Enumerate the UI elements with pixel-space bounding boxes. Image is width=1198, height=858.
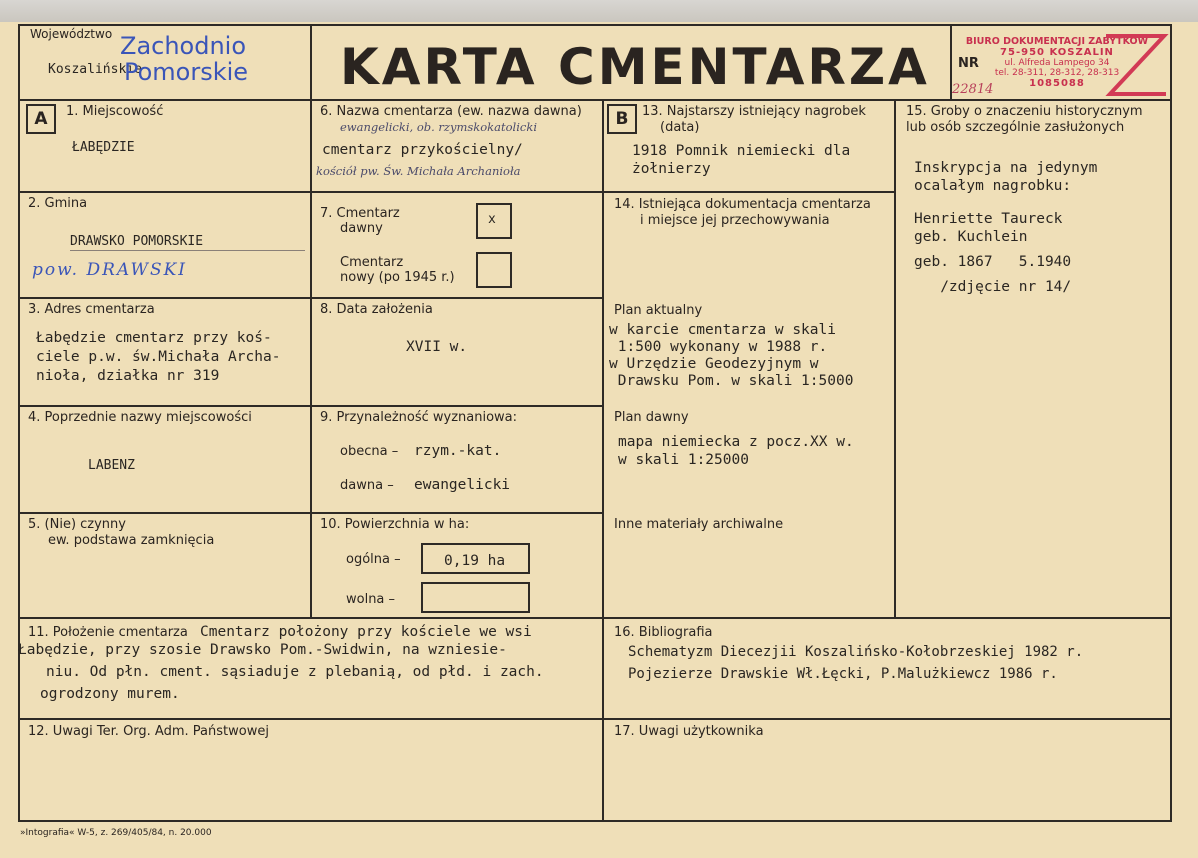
f15-line-7: /zdjęcie nr 14/ [914,279,1072,295]
f13-label-2: (data) [660,120,700,135]
vline-col-3 [894,99,896,619]
f14-plan-aktualny-line-1: w karcie cmentarza w skali [609,322,836,338]
f14-plan-dawny-line-2: w skali 1:25000 [618,452,749,468]
f7-nowy-checkbox[interactable] [476,252,512,288]
hline-row-1b [602,191,896,193]
f7-dawny-mark: x [488,212,496,227]
f12-label: 12. Uwagi Ter. Org. Adm. Państwowej [28,724,269,739]
f7-nowy-label-2: nowy (po 1945 r.) [340,270,455,285]
f11-line-3: niu. Od płn. cment. sąsiaduje z plebanią, od płd. i zach. [46,664,544,680]
f10-ogolna-value: 0,19 ha [444,553,506,569]
border-top [18,24,1172,26]
f6-label: 6. Nazwa cmentarza (ew. nazwa dawna) [320,104,582,119]
f13-label-1: 13. Najstarszy istniejący nagrobek [642,104,866,119]
f14-inne-label: Inne materiały archiwalne [614,517,784,532]
f15-line-6: geb. 1867 5.1940 [914,254,1072,270]
hline-row-2 [18,297,604,299]
f8-label: 8. Data założenia [320,302,433,317]
f3-label: 3. Adres cmentarza [28,302,155,317]
f14-plan-aktualny-label: Plan aktualny [614,303,703,318]
hline-row-1 [18,191,604,193]
stamp-line-3: ul. Alfreda Lampego 34 [1004,58,1110,68]
f9-label: 9. Przynależność wyznaniowa: [320,410,518,425]
vline-col-1 [310,99,312,619]
f9-obecna-label: obecna – [340,444,399,459]
f3-line-3: nioła, działka nr 319 [36,368,220,384]
f8-value: XVII w. [406,339,468,355]
f15-line-4: Henriette Taureck [914,211,1063,227]
f4-label: 4. Poprzednie nazwy miejscowości [28,410,252,425]
f5-sublabel: ew. podstawa zamknięcia [48,533,215,548]
f9-dawna-label: dawna – [340,478,394,493]
f14-plan-dawny-line-1: mapa niemiecka z pocz.XX w. [618,434,854,450]
f2-value: DRAWSKO POMORSKIE [70,234,204,249]
f11-line-2: Łabędzie, przy szosie Drawsko Pom.-Swidwin, na wzniesie- [18,642,507,658]
f15-label-2: lub osób szczególnie zasłużonych [906,120,1125,135]
f17-label: 17. Uwagi użytkownika [614,724,764,739]
f14-plan-aktualny-line-3: w Urzędzie Geodezyjnym w [609,356,819,372]
f3-line-2: ciele p.w. św.Michała Archa- [36,349,281,365]
f10-label: 10. Powierzchnia w ha: [320,517,470,532]
stamp-line-1: BIURO DOKUMENTACJI ZABYTKÓW [965,36,1149,47]
f6-hand-2: kościół pw. Św. Michała Archanioła [316,164,521,178]
section-b-badge: B [607,104,637,134]
vline-header-1 [310,24,312,101]
hline-row-5 [18,617,1172,619]
f13-line-2: żołnierzy [632,161,711,177]
hline-row-3 [18,405,604,407]
vline-col-2 [602,99,604,820]
wojewodztwo-stamp-line-2: Pomorskie [124,58,249,86]
f14-plan-dawny-label: Plan dawny [614,410,689,425]
f11-label: 11. Położenie cmentarza [28,625,188,640]
f14-label-1: 14. Istniejąca dokumentacja cmentarza [614,197,871,212]
stamp-line-2: 75-950 KOSZALIN [1000,47,1114,58]
f16-label: 16. Bibliografia [614,625,713,640]
f14-plan-aktualny-line-2: 1:500 wykonany w 1988 r. [609,339,828,355]
section-a-badge: A [26,104,56,134]
f3-line-1: Łabędzie cmentarz przy koś- [36,330,272,346]
card-title: KARTA CMENTARZA [340,38,930,96]
f7-dawny-label-1: 7. Cmentarz [320,206,400,221]
f11-line-1: Cmentarz położony przy kościele we wsi [200,624,532,640]
f9-dawna-value: ewangelicki [414,477,511,493]
printer-footer: »Intografia« W-5, z. 269/405/84, n. 20.000 [20,828,212,838]
f14-label-2: i miejsce jej przechowywania [640,213,830,228]
border-right [1170,24,1172,822]
wojewodztwo-typed: Koszalińskie [48,62,142,77]
f15-line-1: Inskrypcja na jedynym [914,160,1098,176]
f16-line-1: Schematyzm Diecezjii Koszalińsko-Kołobrzeskiej 1982 r. [628,644,1084,660]
f16-line-2: Pojezierze Drawskie Wł.Łęcki, P.Malużkiewcz 1986 r. [628,666,1058,682]
f15-line-5: geb. Kuchlein [914,229,1028,245]
f11-line-4: ogrodzony murem. [40,686,180,702]
f1-label: 1. Miejscowość [66,104,164,119]
scan-top-edge [0,0,1198,24]
f15-label-1: 15. Groby o znaczeniu historycznym [906,104,1143,119]
f10-wolna-field[interactable] [421,582,530,613]
f10-wolna-label: wolna – [346,592,396,607]
f1-value: ŁABĘDZIE [72,140,135,155]
f14-plan-aktualny-line-4: Drawsku Pom. w skali 1:5000 [609,373,854,389]
f7-nowy-label-1: Cmentarz [340,255,404,270]
hline-row-4 [18,512,604,514]
wojewodztwo-label: Województwo [30,27,113,41]
f15-line-2: ocalałym nagrobku: [914,178,1072,194]
f10-ogolna-label: ogólna – [346,552,401,567]
nr-label: NR [958,56,979,71]
f9-obecna-value: rzym.-kat. [414,443,502,459]
f13-line-1: 1918 Pomnik niemiecki dla [632,143,851,159]
stamp-line-5: 1085088 [1029,78,1085,89]
f7-dawny-label-2: dawny [340,221,383,236]
wojewodztwo-stamp-line-1: Zachodnio [120,32,247,60]
nr-handwritten: 22814 [952,82,994,97]
border-bottom [18,820,1172,822]
f2-label: 2. Gmina [28,196,88,211]
f2-handwritten: pow. DRAWSKI [32,260,188,280]
border-left [18,24,20,822]
f6-value: cmentarz przykościelny/ [322,142,523,158]
hline-row-6 [18,718,1172,720]
f5-label: 5. (Nie) czynny [28,517,126,532]
f6-hand-1: ewangelicki, ob. rzymskokatolicki [340,120,537,134]
stamp-line-4: tel. 28-311, 28-312, 28-313 [994,68,1120,78]
f4-value: LABENZ [88,458,135,473]
red-z-mark [1100,30,1170,102]
